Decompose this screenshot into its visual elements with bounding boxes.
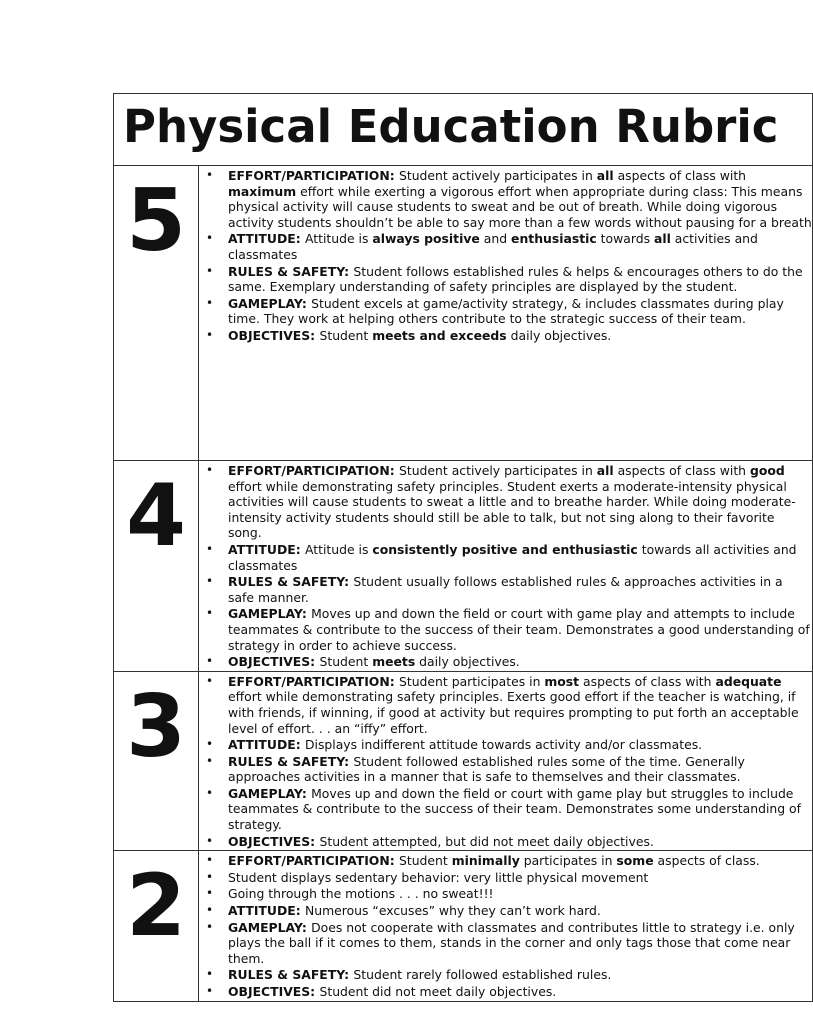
criterion-label: OBJECTIVES: bbox=[228, 984, 320, 999]
criterion-item bbox=[199, 264, 812, 295]
score-value: 2 bbox=[126, 856, 186, 957]
criterion-item bbox=[199, 786, 812, 833]
criterion-label: OBJECTIVES: bbox=[228, 327, 320, 343]
criterion-text: effort while demonstrating safety principles. Exerts good effort if the teacher is watching, if with friends, if winning, if good at activity but requires prompting to put forth an acceptable level of effort. . . an “iffy” effort. bbox=[228, 689, 799, 736]
criterion-item bbox=[199, 463, 812, 541]
criterion-label: EFFORT/PARTICIPATION: bbox=[228, 853, 399, 869]
criterion-text: Student did not meet daily objectives. bbox=[319, 984, 557, 999]
criterion-text: Displays indifferent attitude towards activity and/or classmates. bbox=[304, 737, 703, 753]
criterion-text: daily objectives. bbox=[415, 654, 520, 670]
criterion-label: EFFORT/PARTICIPATION: bbox=[228, 673, 399, 689]
criterion-label: ATTITUDE: bbox=[228, 737, 305, 753]
criterion-text: effort while demonstrating safety principles. Student exerts a moderate-intensity physical activities will cause students to sweat a little and to breathe harder. While doing moderate-intensity activity students should still be able to talk, but not sing along to their favorite song. bbox=[228, 478, 796, 541]
criteria-list bbox=[199, 851, 812, 999]
criterion-label: RULES & SAFETY: bbox=[228, 574, 354, 590]
criterion-label: maximum bbox=[228, 183, 297, 199]
criterion-item bbox=[199, 328, 812, 344]
criterion-item bbox=[199, 231, 812, 262]
score-value: 3 bbox=[126, 676, 186, 777]
criterion-text: Student actively participates in bbox=[398, 168, 597, 183]
rubric-row-2 bbox=[114, 851, 813, 1001]
criterion-label: minimally bbox=[451, 853, 520, 869]
criterion-label: consistently positive and enthusiastic bbox=[372, 541, 638, 557]
criterion-label: GAMEPLAY: bbox=[228, 919, 312, 935]
criterion-text: Moves up and down the field or court with game play and attempts to include teammates & contribute to the success of their team. Demonstrates a good understanding of strategy in order to achieve success. bbox=[228, 606, 810, 653]
criterion-item bbox=[199, 754, 812, 785]
criteria-list bbox=[199, 672, 812, 850]
criterion-label: ATTITUDE: bbox=[228, 231, 305, 247]
criterion-text: towards all activities and classmates bbox=[228, 541, 797, 573]
criterion-label: RULES & SAFETY: bbox=[228, 263, 354, 279]
criterion-item bbox=[199, 542, 812, 573]
title-cell bbox=[114, 94, 813, 166]
criterion-item bbox=[199, 606, 812, 653]
score-value: 5 bbox=[126, 171, 186, 271]
criterion-text: aspects of class. bbox=[653, 853, 760, 869]
criterion-text: Numerous “excuses” why they can’t work hard. bbox=[304, 903, 601, 919]
criterion-text: aspects of class with bbox=[613, 463, 750, 478]
criterion-item bbox=[199, 870, 812, 886]
criterion-text: Student follows established rules & helps & encourages others to do the same. Exemplary understanding of safety principles are displayed by the student. bbox=[228, 263, 803, 295]
criteria-cell bbox=[199, 851, 813, 1001]
criterion-text: Student followed established rules some of the time. Generally approaches activities in a manner that is safe to themselves and their classmates. bbox=[228, 753, 745, 785]
criterion-text: effort while exerting a vigorous effort when appropriate during class: This means physical activity will cause students to sweat and be out of breath. While doing vigorous activity students shouldn’t be able to say more than a few words without pausing for a breath bbox=[228, 183, 812, 230]
criterion-text: activities and classmates bbox=[228, 231, 758, 262]
criterion-label: ATTITUDE: bbox=[228, 541, 305, 557]
criterion-text: Student rarely followed established rules. bbox=[353, 967, 612, 983]
score-value: 4 bbox=[126, 466, 186, 566]
criterion-label: EFFORT/PARTICIPATION: bbox=[228, 168, 399, 183]
criterion-label: all bbox=[653, 231, 671, 247]
criterion-text: daily objectives. bbox=[506, 327, 612, 343]
criterion-label: GAMEPLAY: bbox=[228, 606, 312, 622]
criterion-item bbox=[199, 886, 812, 902]
criterion-label: ATTITUDE: bbox=[228, 903, 305, 919]
criterion-label: all bbox=[596, 463, 614, 478]
criterion-text: Moves up and down the field or court with game play but struggles to include teammates & contribute to the success of their team. Demonstrates some understanding of strategy. bbox=[228, 785, 802, 833]
criterion-text: Going through the motions . . . no sweat!!! bbox=[228, 886, 494, 902]
criterion-item bbox=[199, 296, 812, 327]
criterion-label: enthusiastic bbox=[511, 231, 597, 247]
page-title: Physical Education Rubric bbox=[123, 100, 779, 153]
score-cell bbox=[114, 851, 199, 1001]
rubric-row-5 bbox=[114, 166, 813, 461]
criterion-text: Student bbox=[398, 853, 452, 869]
criterion-item bbox=[199, 903, 812, 919]
criteria-list bbox=[199, 166, 812, 344]
criterion-text: towards bbox=[596, 231, 654, 247]
criterion-label: meets bbox=[372, 654, 416, 670]
criterion-text: Student usually follows established rules & approaches activities in a safe manner. bbox=[228, 574, 783, 605]
criterion-label: GAMEPLAY: bbox=[228, 785, 312, 801]
criterion-item bbox=[199, 834, 812, 850]
criterion-item bbox=[199, 168, 812, 230]
criterion-item bbox=[199, 853, 812, 869]
criterion-label: RULES & SAFETY: bbox=[228, 753, 354, 769]
criterion-label: OBJECTIVES: bbox=[228, 833, 320, 849]
criterion-text: Student displays sedentary behavior: very little physical movement bbox=[228, 869, 649, 885]
criterion-text: Student attempted, but did not meet daily objectives. bbox=[319, 833, 654, 849]
score-cell bbox=[114, 671, 199, 851]
criterion-text: aspects of class with bbox=[613, 168, 747, 183]
criterion-text: Student bbox=[319, 654, 373, 670]
criterion-label: OBJECTIVES: bbox=[228, 654, 320, 670]
criterion-text: Does not cooperate with classmates and contributes little to strategy i.e. only plays the ball if it comes to them, stands in the corner and only tags those that come near them. bbox=[228, 919, 795, 966]
criterion-label: GAMEPLAY: bbox=[228, 295, 312, 311]
score-cell bbox=[114, 461, 199, 672]
rubric-table bbox=[113, 93, 813, 1002]
criterion-label: always positive bbox=[372, 231, 480, 247]
criterion-label: good bbox=[749, 463, 785, 478]
criteria-cell bbox=[199, 166, 813, 461]
title-row bbox=[114, 94, 813, 166]
criterion-item bbox=[199, 967, 812, 983]
criterion-label: all bbox=[596, 168, 614, 183]
criterion-label: most bbox=[544, 673, 580, 689]
criterion-item bbox=[199, 574, 812, 605]
criterion-label: adequate bbox=[715, 673, 782, 689]
criterion-text: Student actively participates in bbox=[398, 463, 597, 478]
rubric-row-4 bbox=[114, 461, 813, 672]
criterion-text: Student participates in bbox=[398, 673, 545, 689]
criterion-text: Student bbox=[319, 327, 373, 343]
criterion-label: RULES & SAFETY: bbox=[228, 967, 354, 983]
criterion-item bbox=[199, 674, 812, 736]
criteria-list bbox=[199, 461, 812, 670]
criterion-item bbox=[199, 984, 812, 1000]
criterion-label: some bbox=[616, 853, 654, 869]
criterion-label: EFFORT/PARTICIPATION: bbox=[228, 463, 399, 478]
rubric-row-3 bbox=[114, 671, 813, 851]
criterion-text: aspects of class with bbox=[579, 673, 716, 689]
criterion-text: and bbox=[479, 231, 512, 247]
criterion-item bbox=[199, 920, 812, 967]
criteria-cell bbox=[199, 671, 813, 851]
criterion-label: meets and exceeds bbox=[372, 327, 507, 343]
criterion-text: Student excels at game/activity strategy, & includes classmates during play time. They work at helping others contribute to the strategic success of their team. bbox=[228, 295, 784, 327]
score-cell bbox=[114, 166, 199, 461]
criterion-text: participates in bbox=[519, 853, 617, 869]
criterion-item bbox=[199, 737, 812, 753]
criterion-item bbox=[199, 654, 812, 670]
criteria-cell bbox=[199, 461, 813, 672]
criterion-text: Attitude is bbox=[304, 541, 373, 557]
criterion-text: Attitude is bbox=[304, 231, 373, 247]
